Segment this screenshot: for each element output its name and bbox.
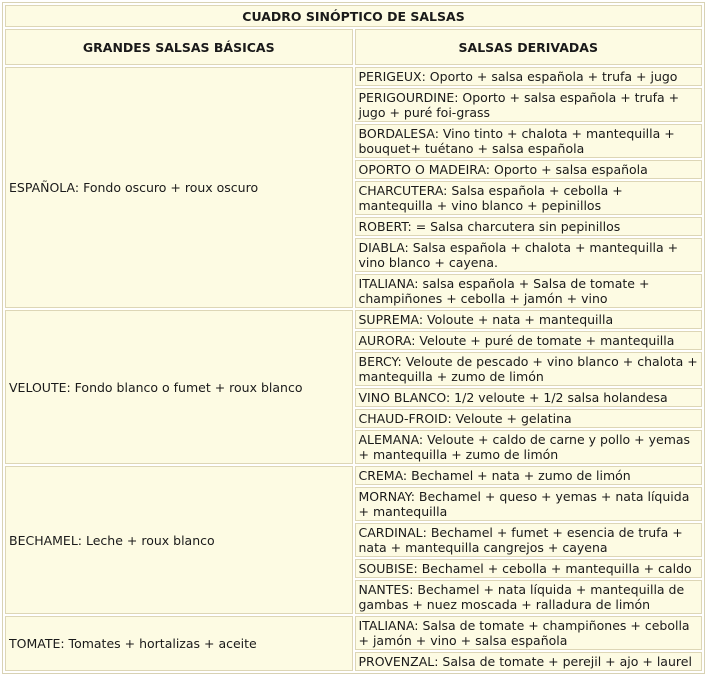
derived-sauce-cell: DIABLA: Salsa española + chalota + mantequilla + vino blanco + cayena. bbox=[355, 238, 703, 272]
derived-sauce-cell: SOUBISE: Bechamel + cebolla + mantequilla + caldo bbox=[355, 559, 703, 578]
header-row bbox=[5, 29, 702, 65]
basic-sauce-cell: TOMATE: Tomates + hortalizas + aceite bbox=[5, 616, 353, 671]
derived-sauce-cell: VINO BLANCO: 1/2 veloute + 1/2 salsa holandesa bbox=[355, 388, 703, 407]
derived-sauce-cell: CHARCUTERA: Salsa española + cebolla + mantequilla + vino blanco + pepinillos bbox=[355, 181, 703, 215]
derived-sauce-cell: ITALIANA: Salsa de tomate + champiñones + cebolla + jamón + vino + salsa española bbox=[355, 616, 703, 650]
basic-sauce-cell: VELOUTE: Fondo blanco o fumet + roux blanco bbox=[5, 310, 353, 464]
derived-sauce-cell: BERCY: Veloute de pescado + vino blanco + chalota + mantequilla + zumo de limón bbox=[355, 352, 703, 386]
derived-sauce-cell: OPORTO O MADEIRA: Oporto + salsa española bbox=[355, 160, 703, 179]
derived-sauce-cell: ALEMANA: Veloute + caldo de carne y pollo + yemas + mantequilla + zumo de limón bbox=[355, 430, 703, 464]
derived-sauce-cell: ITALIANA: salsa española + Salsa de tomate + champiñones + cebolla + jamón + vino bbox=[355, 274, 703, 308]
header-basic-sauces: GRANDES SALSAS BÁSICAS bbox=[5, 29, 353, 65]
table-row bbox=[5, 310, 702, 329]
derived-sauce-cell: CARDINAL: Bechamel + fumet + esencia de trufa + nata + mantequilla cangrejos + cayena bbox=[355, 523, 703, 557]
sauce-table-body bbox=[5, 5, 702, 671]
basic-sauce-cell: BECHAMEL: Leche + roux blanco bbox=[5, 466, 353, 614]
derived-sauce-cell: ROBERT: = Salsa charcutera sin pepinillos bbox=[355, 217, 703, 236]
derived-sauce-cell: BORDALESA: Vino tinto + chalota + mantequilla + bouquet+ tuétano + salsa española bbox=[355, 124, 703, 158]
table-row bbox=[5, 67, 702, 86]
table-row bbox=[5, 616, 702, 650]
derived-sauce-cell: AURORA: Veloute + puré de tomate + mantequilla bbox=[355, 331, 703, 350]
derived-sauce-cell: PERIGEUX: Oporto + salsa española + trufa + jugo bbox=[355, 67, 703, 86]
derived-sauce-cell: MORNAY: Bechamel + queso + yemas + nata líquida + mantequilla bbox=[355, 487, 703, 521]
derived-sauce-cell: PROVENZAL: Salsa de tomate + perejil + ajo + laurel bbox=[355, 652, 703, 671]
basic-sauce-cell: ESPAÑOLA: Fondo oscuro + roux oscuro bbox=[5, 67, 353, 308]
derived-sauce-cell: CHAUD-FROID: Veloute + gelatina bbox=[355, 409, 703, 428]
table-row bbox=[5, 466, 702, 485]
table-title: CUADRO SINÓPTICO DE SALSAS bbox=[5, 5, 702, 27]
derived-sauce-cell: PERIGOURDINE: Oporto + salsa española + trufa + jugo + puré foi-grass bbox=[355, 88, 703, 122]
sauce-table bbox=[2, 2, 705, 674]
derived-sauce-cell: CREMA: Bechamel + nata + zumo de limón bbox=[355, 466, 703, 485]
header-derived-sauces: SALSAS DERIVADAS bbox=[355, 29, 703, 65]
derived-sauce-cell: SUPREMA: Voloute + nata + mantequilla bbox=[355, 310, 703, 329]
title-row bbox=[5, 5, 702, 27]
derived-sauce-cell: NANTES: Bechamel + nata líquida + mantequilla de gambas + nuez moscada + ralladura de limón bbox=[355, 580, 703, 614]
